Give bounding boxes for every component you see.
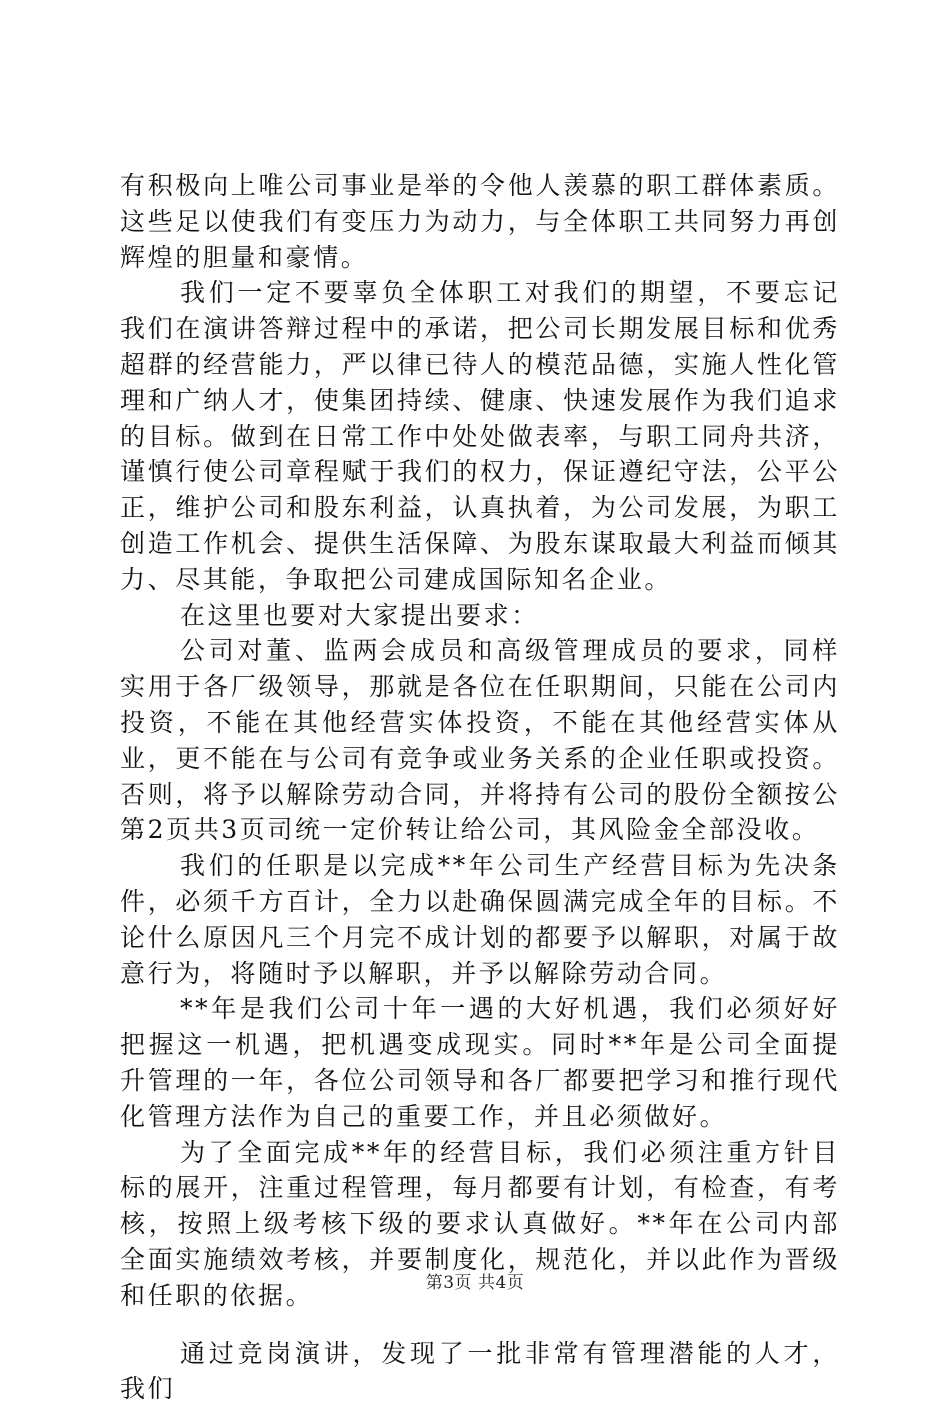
page-number-footer: 第3页 共4页 (0, 1268, 950, 1293)
paragraph-5: 我们的任职是以完成**年公司生产经营目标为先决条件，必须千方百计，全力以赴确保圆满完成全年的目标。不论什么原因凡三个月完不成计划的都要予以解职，对属于故意行为，将随时予以解职，并予以解除劳动合同。 (120, 848, 840, 991)
paragraph-6: **年是我们公司十年一遇的大好机遇，我们必须好好把握这一机遇，把机遇变成现实。同时**年是公司全面提升管理的一年，各位公司领导和各厂都要把学习和推行现代化管理方法作为自己的重要工作，并且必须做好。 (120, 991, 840, 1134)
paragraph-3: 在这里也要对大家提出要求： (120, 598, 840, 634)
document-body (120, 168, 840, 1407)
paragraph-2: 我们一定不要辜负全体职工对我们的期望，不要忘记我们在演讲答辩过程中的承诺，把公司长期发展目标和优秀超群的经营能力，严以律已待人的模范品德，实施人性化管理和广纳人才，使集团持续、健康、快速发展作为我们追求的目标。做到在日常工作中处处做表率，与职工同舟共济，谨慎行使公司章程赋于我们的权力，保证遵纪守法，公平公正，维护公司和股东利益，认真执着，为公司发展，为职工创造工作机会、提供生活保障、为股东谋取最大利益而倾其力、尽其能，争取把公司建成国际知名企业。 (120, 275, 840, 597)
paragraph-spacer (120, 1314, 840, 1336)
paragraph-4: 公司对董、监两会成员和高级管理成员的要求，同样实用于各厂级领导，那就是各位在任职期间，只能在公司内投资，不能在其他经营实体投资，不能在其他经营实体从业，更不能在与公司有竞争或业务关系的企业任职或投资。否则，将予以解除劳动合同，并将持有公司的股份全额按公第2页共3页司统一定价转让给公司，其风险金全部没收。 (120, 633, 840, 848)
paragraph-8: 通过竞岗演讲，发现了一批非常有管理潜能的人才，我们 (120, 1336, 840, 1407)
paragraph-1: 有积极向上唯公司事业是举的令他人羡慕的职工群体素质。这些足以使我们有变压力为动力，与全体职工共同努力再创辉煌的胆量和豪情。 (120, 168, 840, 275)
paragraph-7: 为了全面完成**年的经营目标，我们必须注重方针目标的展开，注重过程管理，每月都要有计划，有检查，有考核，按照上级考核下级的要求认真做好。**年在公司内部全面实施绩效考核，并要制度化，规范化，并以此作为晋级和任职的依据。 (120, 1135, 840, 1314)
